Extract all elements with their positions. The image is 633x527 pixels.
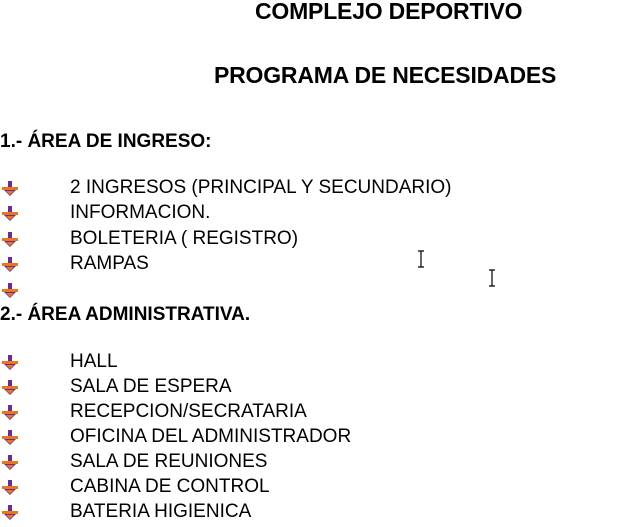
- section-heading-administrativa: 2.- ÁREA ADMINISTRATIVA.: [0, 304, 251, 325]
- list-item-text: HALL: [70, 351, 118, 372]
- list-item-text: INFORMACION.: [70, 202, 211, 223]
- text-cursor-icon: [416, 250, 426, 268]
- arrow-bullet-icon: [1, 429, 19, 447]
- list-item: [0, 401, 633, 425]
- arrow-bullet-icon: [1, 454, 19, 472]
- list-item-text: OFICINA DEL ADMINISTRADOR: [70, 426, 352, 447]
- arrow-bullet-icon: [1, 404, 19, 422]
- arrow-bullet-icon: [1, 256, 19, 274]
- list-item: [0, 202, 633, 226]
- list-item: [0, 177, 633, 201]
- list-item-text: BOLETERIA ( REGISTRO): [70, 228, 299, 249]
- list-item: [0, 501, 633, 525]
- document-subtitle: PROGRAMA DE NECESIDADES: [214, 62, 557, 88]
- list-item: [0, 426, 633, 450]
- list-item-text: RECEPCION/SECRATARIA: [70, 401, 307, 422]
- arrow-bullet-icon: [1, 282, 19, 300]
- list-item-text: SALA DE ESPERA: [70, 376, 232, 397]
- list-item: [0, 476, 633, 500]
- arrow-bullet-icon: [1, 354, 19, 372]
- arrow-bullet-icon: [1, 504, 19, 522]
- text-cursor-icon: [487, 269, 497, 287]
- arrow-bullet-icon: [1, 205, 19, 223]
- list-item: [0, 279, 633, 303]
- list-item-text: SALA DE REUNIONES: [70, 451, 268, 472]
- list-item: [0, 351, 633, 375]
- list-item: [0, 376, 633, 400]
- arrow-bullet-icon: [1, 180, 19, 198]
- document-title: COMPLEJO DEPORTIVO: [255, 0, 523, 24]
- arrow-bullet-icon: [1, 379, 19, 397]
- list-item-text: CABINA DE CONTROL: [70, 476, 270, 497]
- list-item-text: BATERIA HIGIENICA: [70, 501, 252, 522]
- list-item: [0, 228, 633, 252]
- section-heading-ingreso: 1.- ÁREA DE INGRESO:: [0, 131, 212, 152]
- list-item-text: RAMPAS: [70, 253, 149, 274]
- arrow-bullet-icon: [1, 231, 19, 249]
- list-item-text: 2 INGRESOS (PRINCIPAL Y SECUNDARIO): [70, 177, 452, 198]
- list-item: [0, 451, 633, 475]
- list-item: [0, 253, 633, 277]
- arrow-bullet-icon: [1, 479, 19, 497]
